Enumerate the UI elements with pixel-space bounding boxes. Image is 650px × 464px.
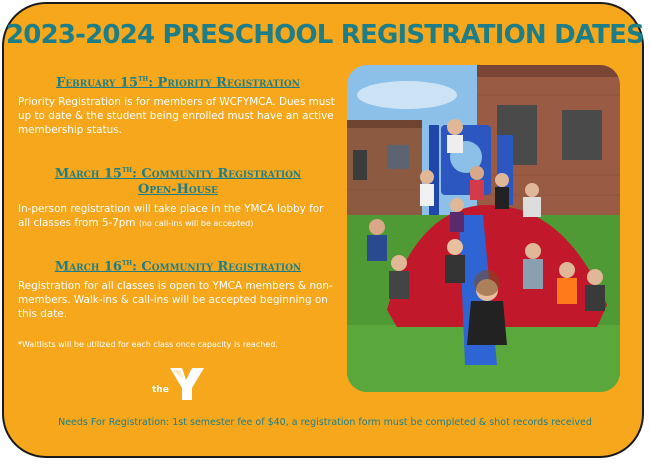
ymca-y-logo-icon: [150, 366, 214, 402]
priority-registration-section: [18, 70, 338, 137]
no-call-ins-note: (no call-ins will be accepted): [138, 219, 254, 229]
ymca-logo: [150, 366, 214, 402]
registration-needs-footer: Needs For Registration: 1st semester fee of $40, a registration form must be completed & shot records received: [58, 417, 592, 428]
section-heading: March 15th: Community Registration Open-House: [54, 164, 302, 198]
section-heading: March 16th: Community Registration: [54, 257, 302, 275]
community-registration-section: [18, 254, 338, 321]
section-body: In-person registration will take place in the YMCA lobby for all classes from 5-7pm (no call-ins will be accepted): [18, 203, 324, 230]
waitlist-note: *Waitlists will be utilized for each class once capacity is reached.: [18, 340, 278, 349]
community-open-house-section: [18, 161, 338, 231]
section-heading: February 15th: Priority Registration: [56, 73, 300, 91]
section-body: Registration for all classes is open to YMCA members & non-members. Walk-ins & call-ins will be accepted beginning on this date.: [18, 280, 333, 321]
section-body: Priority Registration is for members of WCFYMCA. Dues must up to date & the student being enrolled must have an active membership status.: [18, 96, 335, 137]
children-on-playground-photo: [347, 65, 620, 392]
svg-text:the: the: [152, 385, 169, 395]
page-title: 2023-2024 PRESCHOOL REGISTRATION DATES: [5, 20, 644, 50]
